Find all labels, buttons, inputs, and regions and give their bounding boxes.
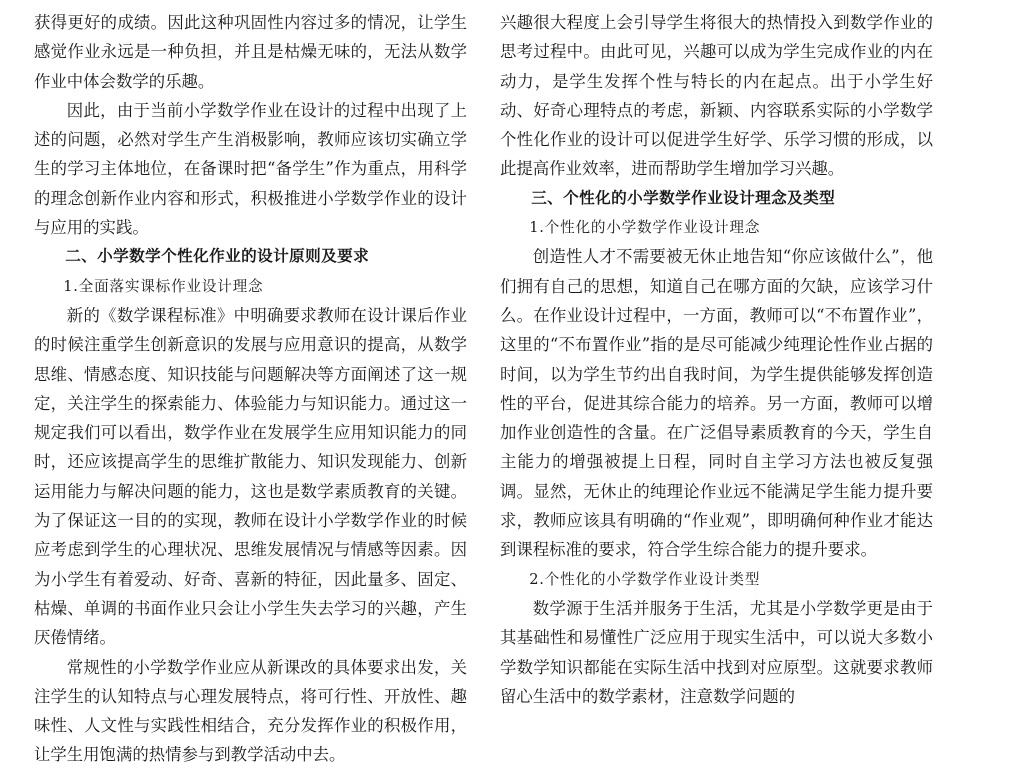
paragraph: 新的《数学课程标准》中明确要求教师在设计课后作业的时候注重学生创新意识的发展与应用意识的提高，从数学思维、情感态度、知识技能与问题解决等方面阐述了这一规定，关注学生的探索能力、体验能力与知识能力。通过这一规定我们可以看出，数学作业在发展学生应用知识能力的同时，还应该提高学生的思维扩散能力、知识发现能力、创新运用能力与解决问题的能力，这也是数学素质教育的关键。为了保证这一目的的实现，教师在设计小学数学作业的时候应考虑到学生的心理状况、思维发展情况与情感等因素。因为小学生有着爱动、好奇、喜新的特征，因此量多、固定、枯燥、单调的书面作业只会让小学生失去学习的兴趣，产生厌倦情绪。 [34,305,467,648]
sub-heading: 2.个性化的小学数学作业设计类型 [529,570,761,588]
section-heading: 二、小学数学个性化作业的设计原则及要求 [65,247,370,266]
paragraph: 获得更好的成绩。因此这种巩固性内容过多的情况，让学生感觉作业永远是一种负担，并且是枯燥无味的，无法从数学作业中体会数学的乐趣。 [34,13,467,91]
section-heading: 三、个性化的小学数学作业设计理念及类型 [531,188,836,207]
left-column [34,8,467,770]
paragraph: 数学源于生活并服务于生活，尤其是小学数学更是由于其基础性和易懂性广泛应用于现实生活中，可以说大多数小学数学知识都能在实际生活中找到对应原型。这就要求教师留心生活中的数学素材，注意数学问题的 [500,598,933,706]
sub-heading: 1.个性化的小学数学作业设计理念 [529,219,761,237]
paragraph: 兴趣很大程度上会引导学生将很大的热情投入到数学作业的思考过程中。由此可见，兴趣可以成为学生完成作业的内在动力，是学生发挥个性与特长的内在起点。出于小学生好动、好奇心理特点的考虑，新颖、内容联系实际的小学数学个性化作业的设计可以促进学生好学、乐学习惯的形成，以此提高作业效率，进而帮助学生增加学习兴趣。 [500,13,933,179]
right-column [500,8,933,711]
sub-heading: 1.全面落实课标作业设计理念 [63,277,264,295]
paragraph: 因此，由于当前小学数学作业在设计的过程中出现了上述的问题，必然对学生产生消极影响，教师应该切实确立学生的学习主体地位，在备课时把“备学生”作为重点，用科学的理念创新作业内容和形式，积极推进小学数学作业的设计与应用的实践。 [34,100,467,238]
paragraph: 创造性人才不需要被无休止地告知“你应该做什么”，他们拥有自己的思想，知道自己在哪方面的欠缺，应该学习什么。在作业设计过程中，一方面，教师可以“不布置作业”，这里的“不布置作业”指的是尽可能减少纯理论性作业占据的时间，以为学生节约出自我时间，为学生提供能够发挥创造性的平台，促进其综合能力的培养。另一方面，教师可以增加作业创造性的含量。在广泛倡导素质教育的今天，学生自主能力的增强被提上日程，同时自主学习方法也被反复强调。显然，无休止的纯理论作业远不能满足学生能力提升要求，教师应该具有明确的“作业观”，即明确何种作业才能达到课程标准的要求，符合学生综合能力的提升要求。 [500,247,933,560]
paragraph: 常规性的小学数学作业应从新课改的具体要求出发，关注学生的认知特点与心理发展特点，将可行性、开放性、趣味性、人文性与实践性相结合，充分发挥作业的积极作用，让学生用饱满的热情参与到教学活动中去。 [34,657,467,765]
